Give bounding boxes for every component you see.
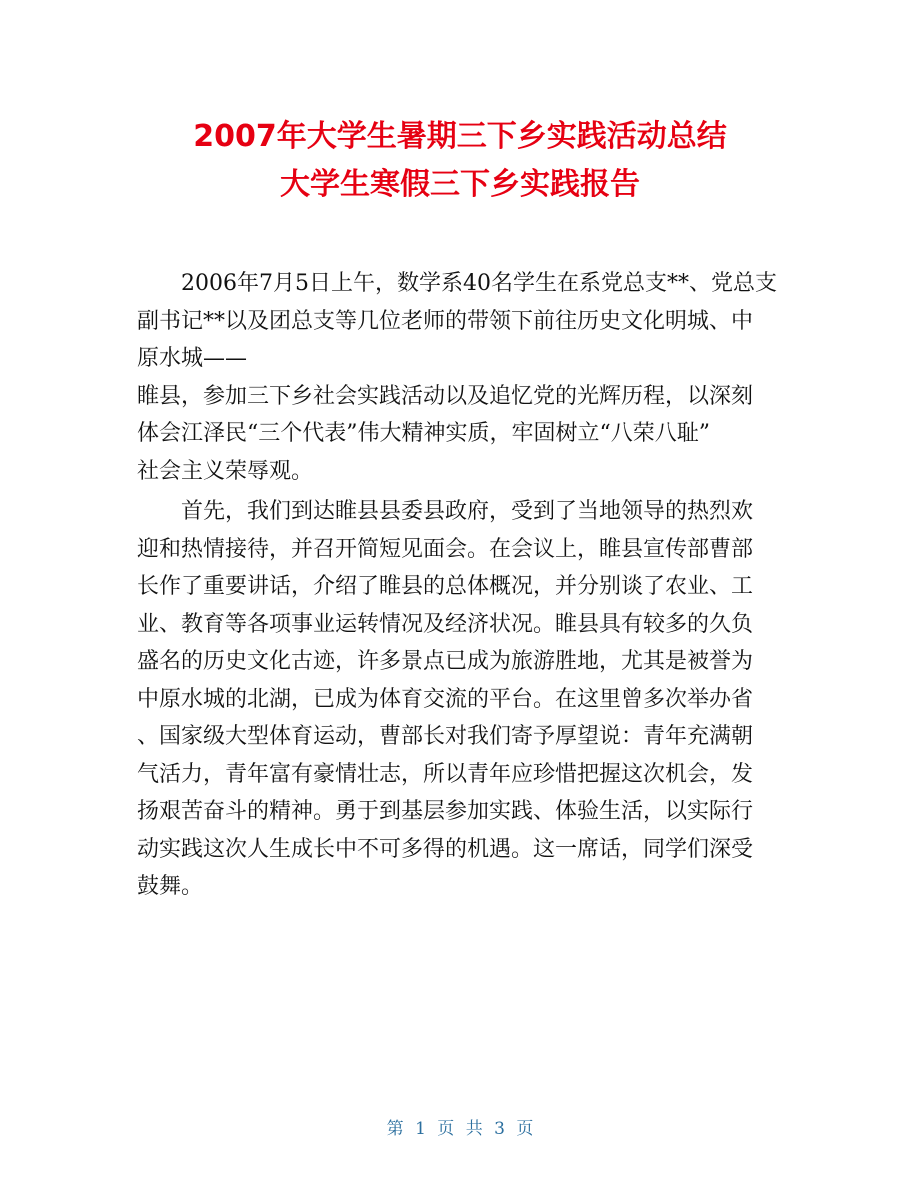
paragraph-line: 体会江泽民“三个代表”伟大精神实质，牢固树立“八荣八耻” bbox=[137, 421, 710, 446]
paragraph-line: 睢县，参加三下乡社会实践活动以及追忆党的光辉历程，以深刻 bbox=[137, 383, 754, 409]
title-line-1: 2007年大学生暑期三下乡实践活动总结 bbox=[193, 119, 727, 154]
paragraph-line: 长作了重要讲话，介绍了睢县的总体概况，并分别谈了农业、工 bbox=[137, 574, 754, 599]
document-title bbox=[0, 113, 920, 209]
paragraph-line: 副书记**以及团总支等几位老师的带领下前往历史文化明城、中 bbox=[137, 308, 754, 334]
paragraph-line: 盛名的历史文化古迹，许多景点已成为旅游胜地，尤其是被誉为 bbox=[137, 649, 754, 674]
paragraph-2 bbox=[137, 493, 773, 906]
paragraph-line: 、国家级大型体育运动，曹部长对我们寄予厚望说：青年充满朝 bbox=[137, 724, 754, 749]
paragraph-line: 业、教育等各项事业运转情况及经济状况。睢县具有较多的久负 bbox=[137, 611, 754, 637]
paragraph-line: 中原水城的北湖，已成为体育交流的平台。在这里曾多次举办省 bbox=[137, 686, 754, 712]
paragraph-line: 社会主义荣辱观。 bbox=[137, 458, 314, 484]
title-line-2: 大学生寒假三下乡实践报告 bbox=[280, 167, 640, 202]
paragraph-line: 2006年7月5日上午，数学系40名学生在系党总支**、党总支 bbox=[181, 271, 777, 296]
paragraph-line: 首先，我们到达睢县县委县政府，受到了当地领导的热烈欢 bbox=[181, 499, 754, 524]
paragraph-1 bbox=[137, 265, 777, 490]
page-number-footer: 第 1 页 共 3 页 bbox=[386, 1119, 534, 1139]
document-body bbox=[137, 265, 777, 906]
paragraph-line: 扬艰苦奋斗的精神。勇于到基层参加实践、体验生活，以实际行 bbox=[137, 799, 754, 824]
paragraph-line: 原水城—— bbox=[137, 346, 248, 371]
paragraph-line: 鼓舞。 bbox=[137, 874, 204, 899]
paragraph-line: 迎和热情接待，并召开简短见面会。在会议上，睢县宣传部曹部 bbox=[137, 536, 754, 562]
paragraph-line: 动实践这次人生成长中不可多得的机遇。这一席话，同学们深受 bbox=[137, 836, 754, 862]
paragraph-line: 气活力，青年富有豪情壮志，所以青年应珍惜把握这次机会，发 bbox=[137, 761, 754, 787]
